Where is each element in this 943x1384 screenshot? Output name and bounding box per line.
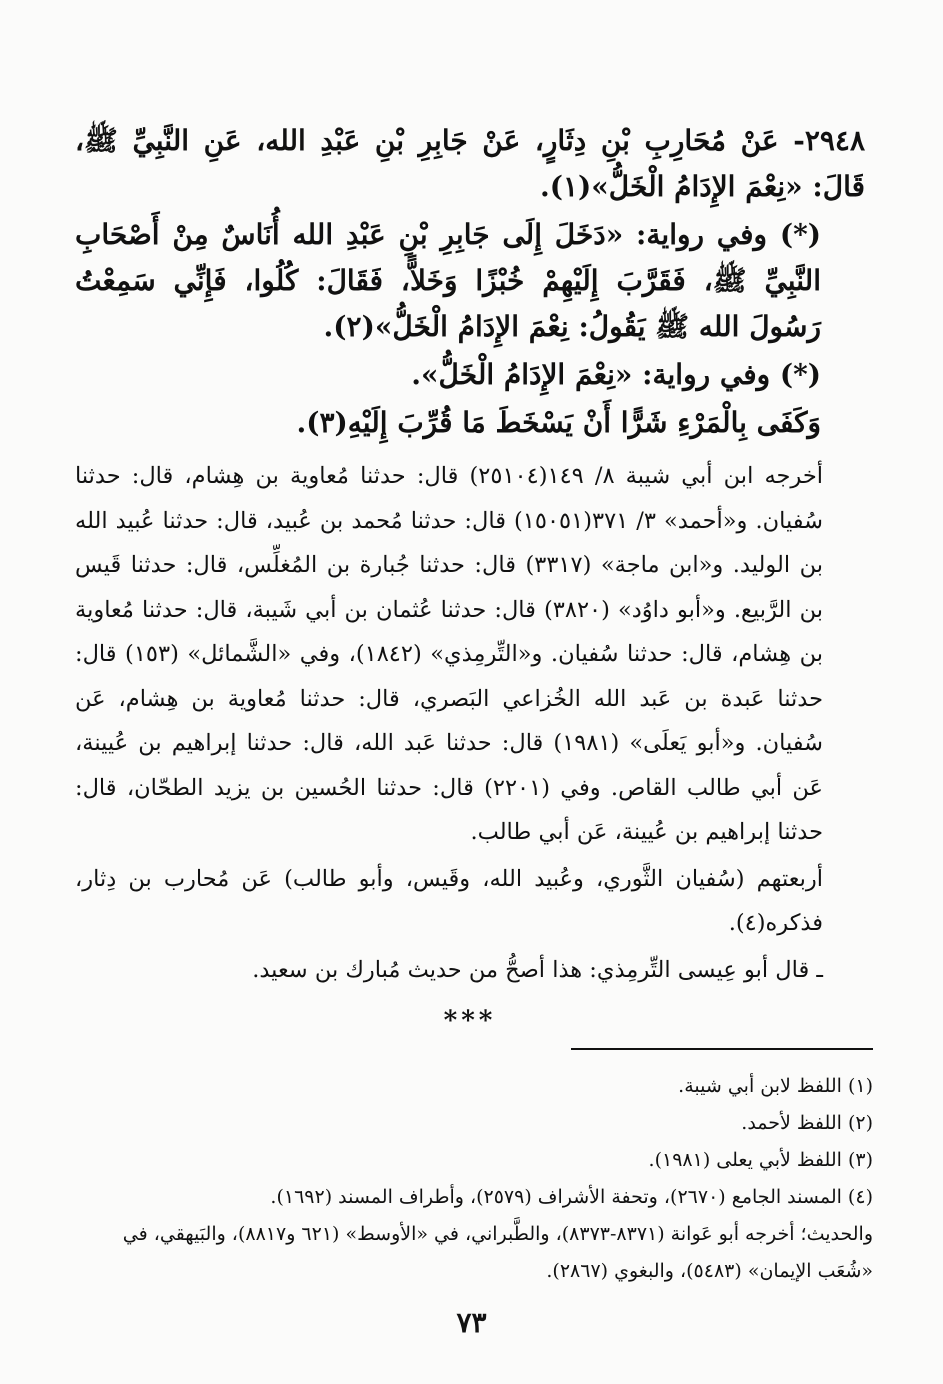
hadith-riwaya-2: (*) وفي رواية: «نِعْمَ الإِدَامُ الْخَلُّ». (411, 358, 821, 391)
takhrij-paragraph-1: أخرجه ابن أبي شيبة ٨/ ١٤٩(٢٥١٠٤) قال: حدثنا مُعاوية بن هِشام، قال: حدثنا سُفيان. و«أحمد» ٣/ ٣٧١(١٥٠٥١) قال: حدثنا مُحمد بن عُبيد، قال: حدثنا عُبيد الله بن الوليد. و«ابن ماجة» (٣٣١٧) قال: حدثنا جُبارة بن المُغلِّس، قال: حدثنا قَيس بن الرَّبيع. و«أبو داوُد» (٣٨٢٠) قال: حدثنا عُثمان بن أبي شَيبة، قال: حدثنا مُعاوية بن هِشام، قال: حدثنا سُفيان. و«التِّرمِذي» (١٨٤٢)، وفي «الشَّمائل» (١٥٣) قال: حدثنا عَبدة بن عَبد الله الخُزاعي البَصري، قال: حدثنا مُعاوية بن هِشام، عَن سُفيان. و«أبو يَعلَى» (١٩٨١) قال: حدثنا عَبد الله، قال: حدثنا إبراهيم بن عُيينة، عَن أبي طالب القاص. وفي (٢٢٠١) قال: حدثنا الحُسين بن يزيد الطحّان، قال: حدثنا إبراهيم بن عُيينة، عَن أبي طالب. (75, 463, 823, 845)
hadith-riwaya-1: (*) وفي رواية: «دَخَلَ إِلَى جَابِرِ بْنِ عَبْدِ الله أُنَاسٌ مِنْ أَصْحَابِ النَّبِيِّ ﷺ، فَقَرَّبَ إِلَيْهِمْ خُبْزًا وَخَلاًّ، فَقَالَ: كُلُوا، فَإِنِّي سَمِعْتُ رَسُولَ الله ﷺ يَقُولُ: نِعْمَ الإِدَامُ الْخَلُّ»(٢). (75, 218, 821, 343)
hadith-riwaya-3: وَكَفَى بِالْمَرْءِ شَرًّا أَنْ يَسْخَطَ مَا قُرِّبَ إِلَيْهِ(٣). (296, 406, 821, 439)
footnote-1: (١) اللفظ لابن أبي شيبة. (678, 1075, 873, 1097)
tirmidhi-remark: ـ قال أبو عِيسى التِّرمِذي: هذا أصحُّ من حديث مُبارك بن سعيد. (252, 956, 823, 983)
footnote-3: (٣) اللفظ لأبي يعلى (١٩٨١). (648, 1149, 873, 1171)
footnote-4-continuation: والحديث؛ أخرجه أبو عَوانة (٨٣٧١-٨٣٧٣)، والطَّبراني، في «الأوسط» (٦٢١ و٨٨١٧)، والبَيهقي، في «شُعَب الإيمان» (٥٤٨٣)، والبغوي (٢٨٦٧). (122, 1223, 873, 1282)
page-number: ٧٣ (456, 1306, 487, 1339)
takhrij-paragraph-2: أربعتهم (سُفيان الثَّوري، وعُبيد الله، وقَيس، وأبو طالب) عَن مُحارب بن دِثار، فذكره(٤). (75, 865, 823, 936)
hadith-main: ٢٩٤٨- عَنْ مُحَارِبِ بْنِ دِثَارٍ، عَنْ جَابِرِ بْنِ عَبْدِ الله، عَنِ النَّبِيِّ ﷺ، قَالَ: «نِعْمَ الإِدَامُ الْخَلُّ»(١). (75, 124, 865, 203)
takhrij-section (75, 454, 865, 992)
footnote-2: (٢) اللفظ لأحمد. (741, 1112, 873, 1134)
footnote-divider (571, 1048, 873, 1050)
section-separator: *** (443, 1006, 497, 1036)
main-text (75, 118, 865, 1036)
footnote-4: (٤) المسند الجامع (٢٦٧٠)، وتحفة الأشراف (٢٥٧٩)، وأطراف المسند (١٦٩٢). (270, 1186, 873, 1208)
footnotes (73, 1068, 873, 1290)
hadith-text (75, 118, 865, 446)
